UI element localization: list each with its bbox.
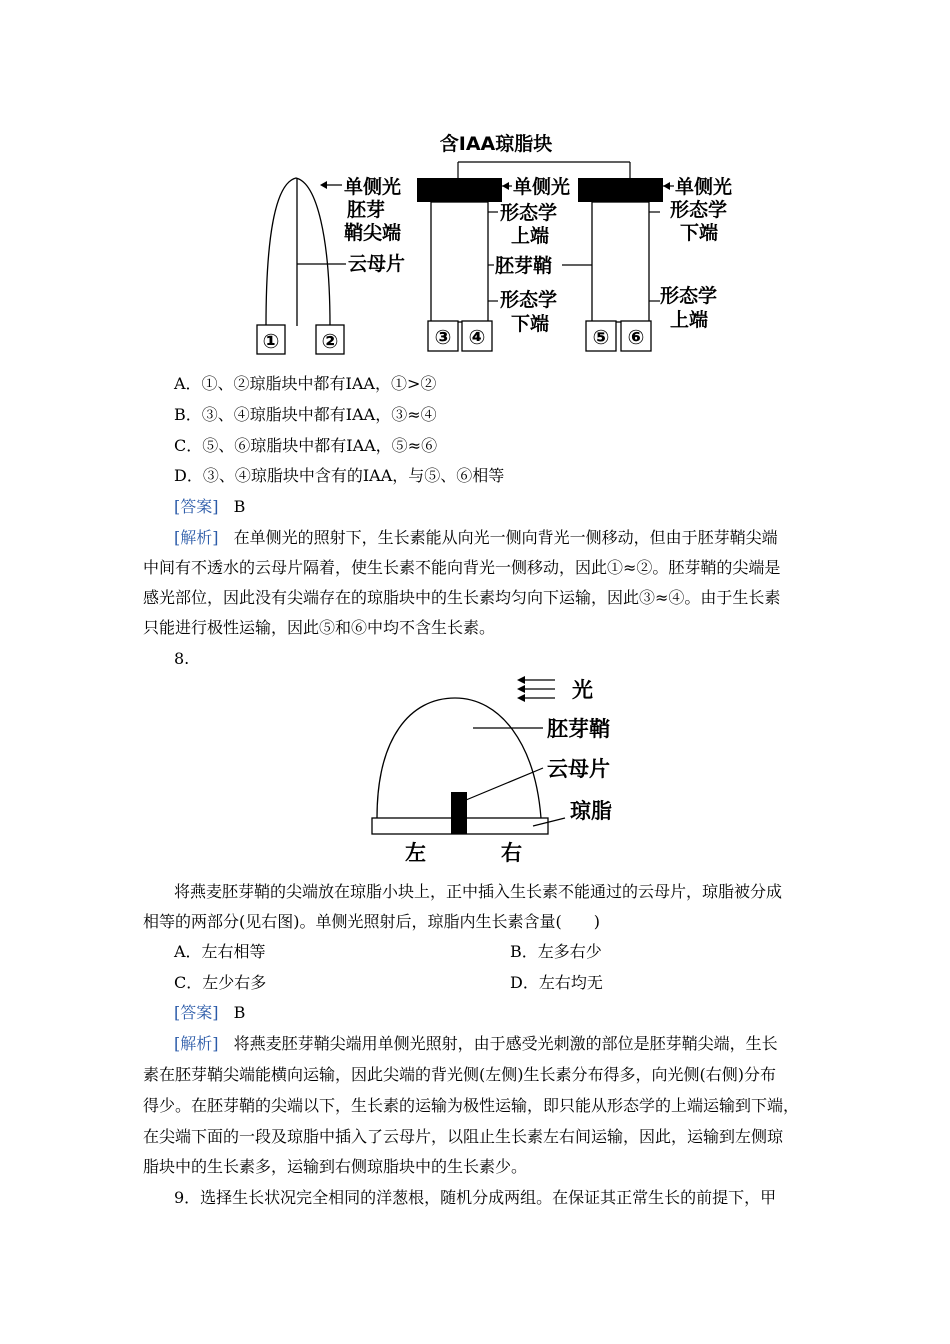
block-2-label: ② [321, 329, 339, 353]
q7-option-b: B．③、④琼脂块中都有IAA，③≈④ [174, 405, 437, 424]
light-label-right: 单侧光 [675, 176, 733, 198]
analysis-tag: [解析] [174, 528, 219, 547]
q7-analysis-line-3: 感光部位，因此没有尖端存在的琼脂块中的生长素均匀向下运输，因此③≈④。由于生长素 [143, 588, 781, 607]
q8-option-c: C．左少右多 [174, 973, 267, 992]
q8-stem-line-2: 相等的两部分(见右图)。单侧光照射后，琼脂内生长素含量( ) [143, 912, 600, 931]
agar-label: 琼脂 [570, 799, 612, 823]
figure-coleoptile-agar [365, 668, 635, 868]
q8-analysis-line-2: 素在胚芽鞘尖端能横向运输，因此尖端的背光侧(左侧)生长素分布得多，向光侧(右侧)分布 [143, 1065, 776, 1084]
q8-number: 8. [174, 649, 190, 668]
mid-label-1: 形态学 [500, 202, 558, 224]
q8-option-d: D．左右均无 [510, 973, 603, 992]
q8-analysis-line-5: 脂块中的生长素多，运输到右侧琼脂块中的生长素少。 [143, 1157, 528, 1176]
right-label: 右 [501, 841, 522, 865]
q8-option-a: A．左右相等 [174, 942, 266, 961]
q8-stem-line-1: 将燕麦胚芽鞘的尖端放在琼脂小块上，正中插入生长素不能通过的云母片，琼脂被分成 [174, 882, 783, 901]
right-label-1: 形态学 [670, 199, 728, 221]
q7-option-a: A．①、②琼脂块中都有IAA，①>② [174, 374, 437, 393]
mica-label: 云母片 [547, 757, 610, 781]
iaa-block-middle [417, 178, 502, 202]
iaa-block-right [578, 178, 663, 202]
q7-analysis-line-2: 中间有不透水的云母片隔着，使生长素不能向背光一侧移动，因此①≈②。胚芽鞘的尖端是 [143, 558, 781, 577]
coleoptile-tip-shape [266, 178, 330, 326]
q8-analysis-line-1: [解析] 将燕麦胚芽鞘尖端用单侧光照射，由于感受光刺激的部位是胚芽鞘尖端，生长 [174, 1034, 778, 1053]
coleoptile-segment-right [592, 202, 649, 322]
coleoptile-segment-middle [431, 202, 488, 322]
right-label-3: 形态学 [660, 285, 718, 307]
q8-analysis-line-3: 得少。在胚芽鞘的尖端以下，生长素的运输为极性运输，即只能从形态学的上端运输到下端， [143, 1096, 800, 1115]
block-3-label: ③ [434, 325, 452, 349]
q7-option-d: D．③、④琼脂块中含有的IAA，与⑤、⑥相等 [174, 466, 505, 485]
mid-label-4: 下端 [511, 313, 550, 335]
figure-iaa-experiment [250, 128, 750, 360]
analysis-tag: [解析] [174, 1034, 219, 1053]
right-label-4: 上端 [670, 309, 709, 331]
block-5-label: ⑤ [592, 325, 610, 349]
iaa-agar-label: 含IAA琼脂块 [439, 133, 553, 155]
q8-answer [174, 1003, 245, 1023]
block-1-label: ① [262, 329, 280, 353]
light-label-middle: 单侧光 [513, 176, 571, 198]
answer-value: B [233, 497, 246, 516]
mid-label-2: 上端 [511, 225, 550, 247]
answer-value: B [233, 1003, 246, 1022]
light-label-left: 单侧光 [344, 176, 402, 198]
q7-option-c: C．⑤、⑥琼脂块中都有IAA，⑤≈⑥ [174, 436, 438, 455]
left-label: 左 [405, 841, 426, 865]
block-4-label: ④ [468, 325, 486, 349]
coleoptile-label: 胚芽鞘 [547, 717, 610, 741]
answer-tag: [答案] [174, 1003, 219, 1022]
mica-label: 云母片 [348, 253, 406, 275]
q7-answer [174, 497, 245, 517]
tip-label-2: 鞘尖端 [344, 222, 402, 244]
right-label-2: 下端 [680, 222, 719, 244]
q8-analysis-line-4: 在尖端下面的一段及琼脂中插入了云母片，以阻止生长素左右间运输，因此，运输到左侧琼 [143, 1127, 784, 1146]
mid-label-coleoptile: 胚芽鞘 [495, 255, 553, 277]
q8-option-b: B．左多右少 [510, 942, 602, 961]
q7-analysis-line-4: 只能进行极性运输，因此⑤和⑥中均不含生长素。 [143, 618, 496, 637]
light-label: 光 [572, 678, 593, 702]
answer-tag: [答案] [174, 497, 219, 516]
block-6-label: ⑥ [627, 325, 645, 349]
q7-analysis-line-1: [解析] 在单侧光的照射下，生长素能从向光一侧向背光一侧移动，但由于胚芽鞘尖端 [174, 528, 778, 547]
tip-label-1: 胚芽 [347, 199, 386, 221]
mid-label-3: 形态学 [500, 289, 558, 311]
q9-line-1: 9．选择生长状况完全相同的洋葱根，随机分成两组。在保证其正常生长的前提下，甲 [174, 1188, 777, 1207]
